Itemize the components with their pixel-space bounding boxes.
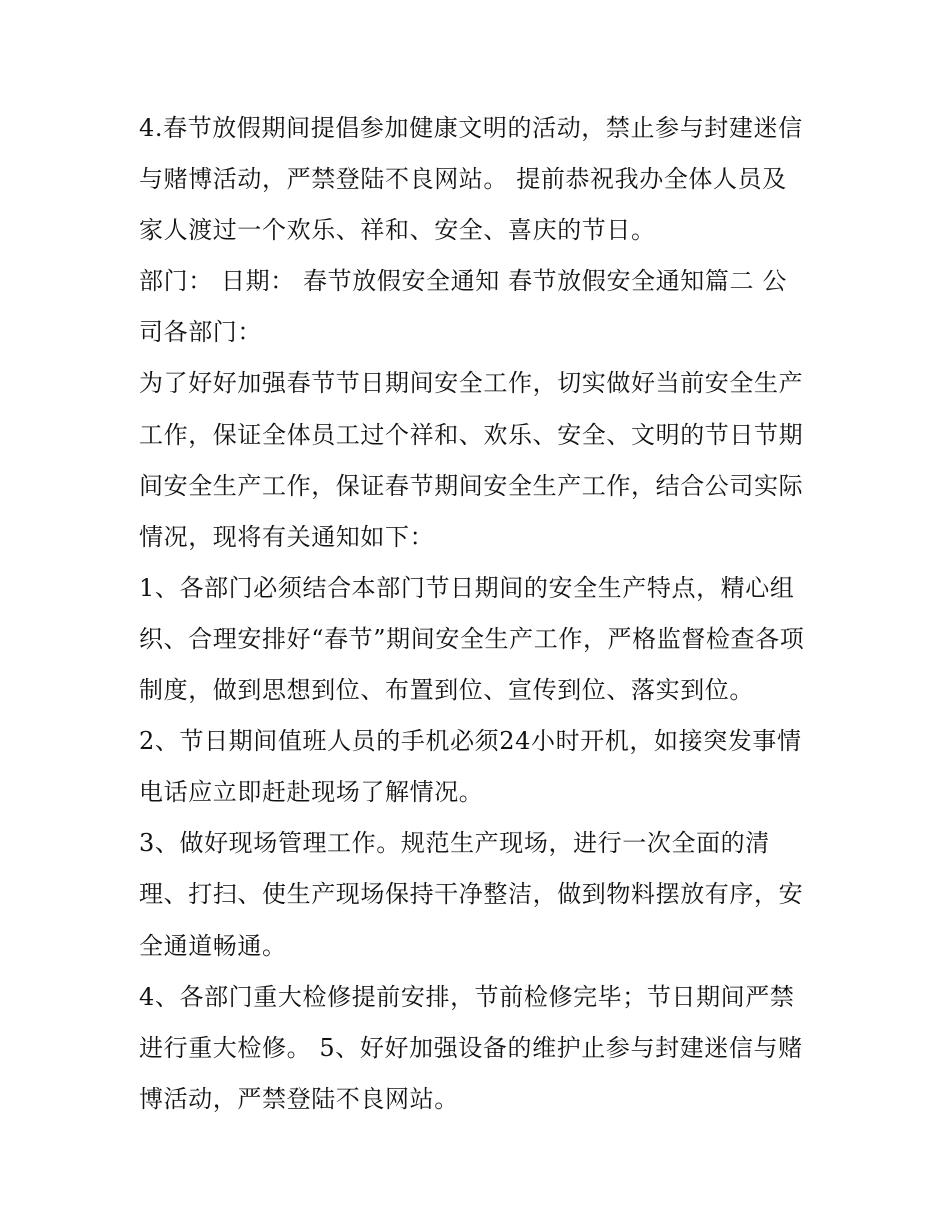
text-line: 家人渡过一个欢乐、祥和、安全、喜庆的节日。 xyxy=(139,216,656,245)
text-line: 1、各部门必须结合本部门节日期间的安全生产特点，精心组 xyxy=(139,573,795,602)
text-line: 2、节日期间值班人员的手机必须24小时开机，如接突发事情 xyxy=(139,727,802,756)
text-line: 制度，做到思想到位、布置到位、宣传到位、落实到位。 xyxy=(139,676,754,705)
text-line: 3、做好现场管理工作。规范生产现场，进行一次全面的清 xyxy=(139,829,770,858)
text-line: 为了好好加强春节节日期间安全工作，切实做好当前安全生产 xyxy=(139,369,804,398)
document-body xyxy=(139,103,819,1125)
text-line: 进行重大检修。 5、好好加强设备的维护止参与封建迷信与赌 xyxy=(139,1033,803,1062)
text-line: 与赌博活动，严禁登陆不良网站。 提前恭祝我办全体人员及 xyxy=(139,165,787,194)
text-line: 电话应立即赶赴现场了解情况。 xyxy=(139,778,484,807)
text-line: 织、合理安排好“春节”期间安全生产工作，严格监督检查各项 xyxy=(139,624,805,653)
text-line: 间安全生产工作，保证春节期间安全生产工作，结合公司实际 xyxy=(139,471,804,500)
text-line: 全通道畅通。 xyxy=(139,931,287,960)
text-line: 4.春节放假期间提倡参加健康文明的活动，禁止参与封建迷信 xyxy=(139,114,803,142)
text-line: 4、各部门重大检修提前安排，节前检修完毕；节日期间严禁 xyxy=(139,982,795,1011)
text-line: 部门： 日期： 春节放假安全通知 春节放假安全通知篇二 公 xyxy=(139,267,787,296)
text-line: 司各部门： xyxy=(139,318,262,347)
text-line: 理、打扫、使生产现场保持干净整洁，做到物料摆放有序，安 xyxy=(139,880,804,909)
text-line: 情况，现将有关通知如下： xyxy=(139,522,435,551)
text-line: 博活动，严禁登陆不良网站。 xyxy=(139,1084,459,1113)
text-line: 工作，保证全体员工过个祥和、欢乐、安全、文明的节日节期 xyxy=(139,420,804,449)
